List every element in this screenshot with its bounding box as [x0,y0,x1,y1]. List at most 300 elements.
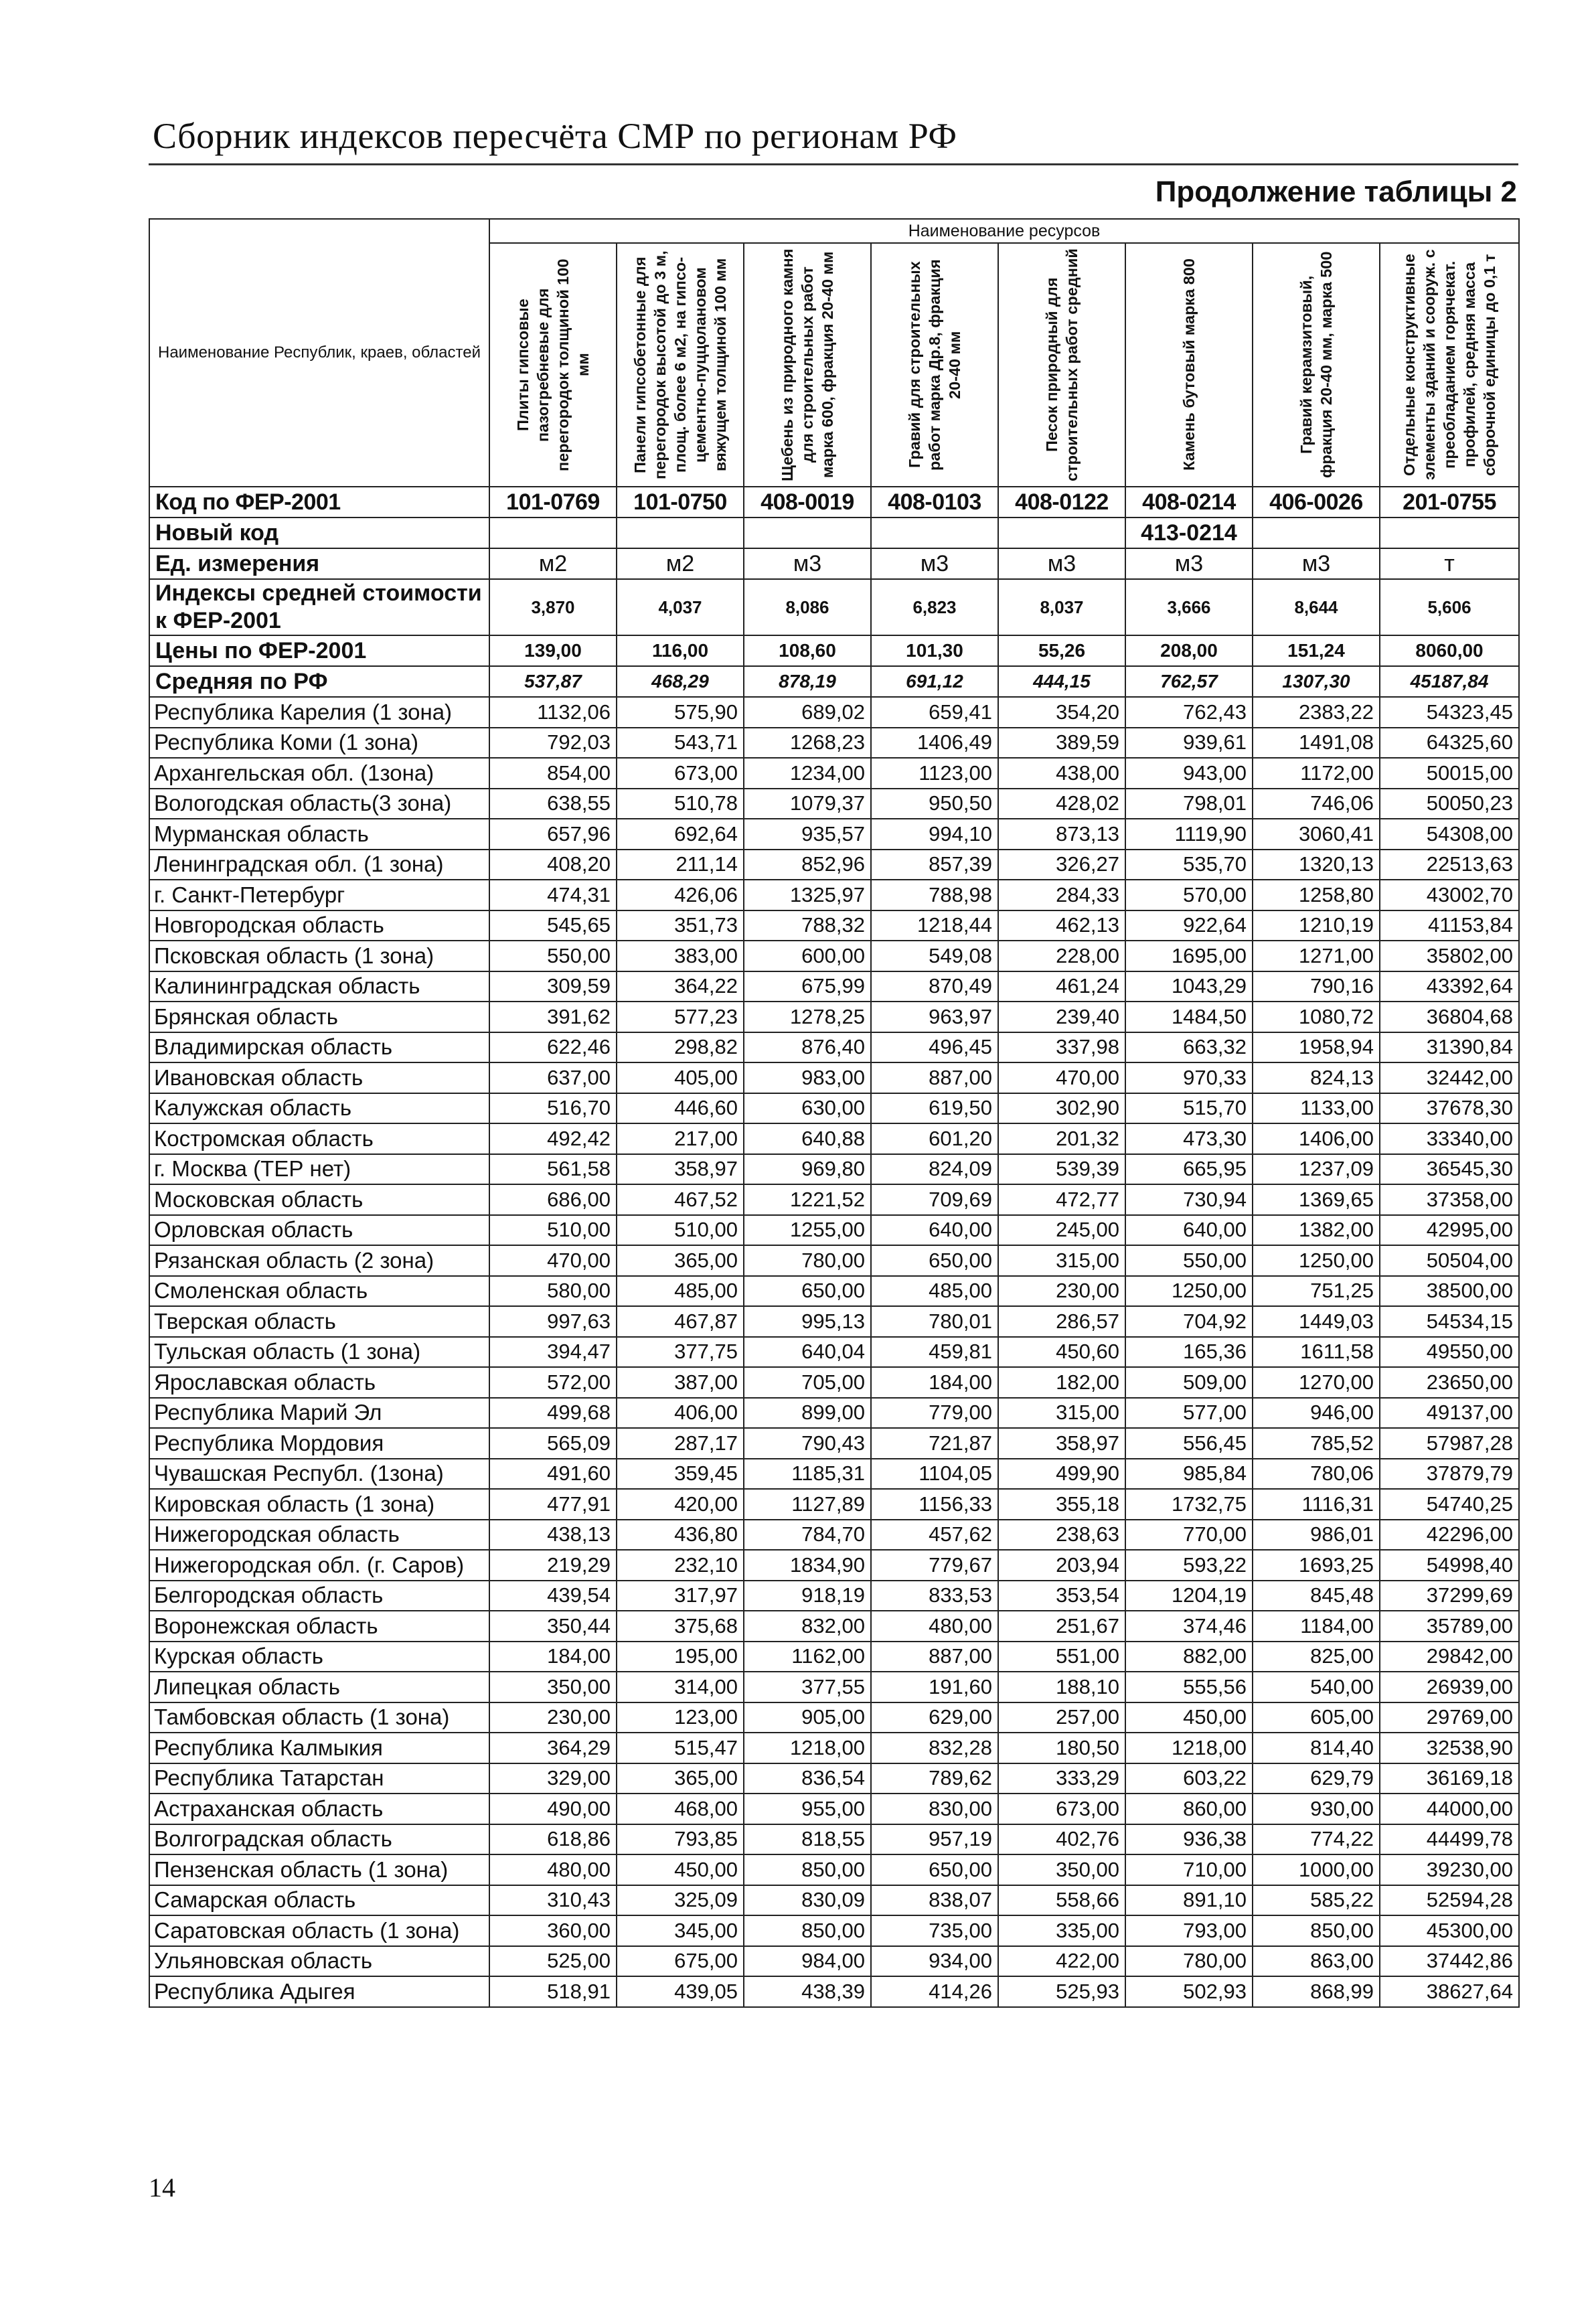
value-cell: 857,39 [871,850,998,880]
value-cell: 22513,63 [1380,850,1519,880]
value-cell: 946,00 [1253,1398,1380,1429]
value-cell: 850,00 [744,1854,871,1885]
value-cell: 957,19 [871,1824,998,1855]
unit-row-cell: м3 [744,548,871,579]
value-cell: 239,40 [998,1002,1125,1032]
value-cell: 358,97 [998,1428,1125,1459]
value-cell: 470,00 [998,1062,1125,1093]
value-cell: 1732,75 [1125,1489,1253,1520]
value-cell: 1958,94 [1253,1032,1380,1063]
value-cell: 659,41 [871,697,998,728]
value-cell: 333,29 [998,1763,1125,1794]
table-row [149,850,1519,880]
value-cell: 32442,00 [1380,1062,1519,1093]
value-cell: 50504,00 [1380,1245,1519,1276]
value-cell: 1127,89 [744,1489,871,1520]
value-cell: 798,01 [1125,789,1253,819]
value-cell: 984,00 [744,1946,871,1977]
value-cell: 39230,00 [1380,1854,1519,1885]
region-name: Республика Мордовия [149,1428,489,1459]
value-cell: 217,00 [617,1123,744,1154]
value-cell: 238,63 [998,1520,1125,1551]
value-cell: 1080,72 [1253,1002,1380,1032]
value-cell: 629,00 [871,1702,998,1733]
value-cell: 1172,00 [1253,758,1380,789]
average-row-cell: 45187,84 [1380,666,1519,697]
value-cell: 673,00 [998,1794,1125,1824]
value-cell: 389,59 [998,728,1125,759]
value-cell: 1133,00 [1253,1093,1380,1124]
value-cell: 1250,00 [1125,1276,1253,1307]
region-name: Республика Калмыкия [149,1733,489,1763]
average-row-cell: 444,15 [998,666,1125,697]
average-row-cell: 762,57 [1125,666,1253,697]
value-cell: 709,69 [871,1184,998,1215]
index-row-cell: 6,823 [871,579,998,635]
region-name: Чувашская Республ. (1зона) [149,1459,489,1490]
value-cell: 539,39 [998,1154,1125,1185]
table-row [149,1550,1519,1581]
value-cell: 54998,40 [1380,1550,1519,1581]
value-cell: 1000,00 [1253,1854,1380,1885]
value-cell: 394,47 [489,1337,617,1368]
table-row [149,1215,1519,1246]
value-cell: 377,75 [617,1337,744,1368]
index-row-cell: 4,037 [617,579,744,635]
value-cell: 26939,00 [1380,1672,1519,1702]
value-cell: 1204,19 [1125,1581,1253,1611]
value-cell: 470,00 [489,1245,617,1276]
value-cell: 350,00 [489,1672,617,1702]
value-cell: 850,00 [744,1915,871,1946]
code-row-cell: 408-0122 [998,487,1125,518]
value-cell: 556,45 [1125,1428,1253,1459]
table-row [149,1885,1519,1916]
value-cell: 436,80 [617,1520,744,1551]
value-cell: 35802,00 [1380,941,1519,971]
value-cell: 1218,44 [871,910,998,941]
value-cell: 675,99 [744,971,871,1002]
value-cell: 37358,00 [1380,1184,1519,1215]
value-cell: 550,00 [1125,1245,1253,1276]
value-cell: 994,10 [871,819,998,850]
value-cell: 891,10 [1125,1885,1253,1916]
value-cell: 360,00 [489,1915,617,1946]
value-cell: 550,00 [489,941,617,971]
value-cell: 970,33 [1125,1062,1253,1093]
value-cell: 710,00 [1125,1854,1253,1885]
region-name: Вологодская область(3 зона) [149,789,489,819]
table-row [149,1032,1519,1063]
price-row-label: Цены по ФЕР-2001 [149,635,489,666]
index-row-label: Индексы средней стоимости к ФЕР-2001 [149,579,489,635]
average-row [149,666,1519,697]
value-cell: 480,00 [489,1854,617,1885]
value-cell: 868,99 [1253,1976,1380,2007]
value-cell: 1079,37 [744,789,871,819]
table-row [149,758,1519,789]
new-code-row-cell [1253,518,1380,548]
value-cell: 43392,64 [1380,971,1519,1002]
value-cell: 42296,00 [1380,1520,1519,1551]
region-name: Нижегородская область [149,1520,489,1551]
value-cell: 1162,00 [744,1642,871,1672]
average-row-cell: 691,12 [871,666,998,697]
table-row [149,1642,1519,1672]
value-cell: 41153,84 [1380,910,1519,941]
value-cell: 762,43 [1125,697,1253,728]
resource-name: Камень бутовый марка 800 [1180,258,1198,471]
resource-column-header [744,243,871,487]
value-cell: 54740,25 [1380,1489,1519,1520]
value-cell: 665,95 [1125,1154,1253,1185]
index-row-cell: 3,666 [1125,579,1253,635]
value-cell: 188,10 [998,1672,1125,1702]
resource-column-header [1253,243,1380,487]
code-row-cell: 101-0750 [617,487,744,518]
value-cell: 930,00 [1253,1794,1380,1824]
value-cell: 774,22 [1253,1824,1380,1855]
value-cell: 934,00 [871,1946,998,1977]
value-cell: 438,13 [489,1520,617,1551]
value-cell: 1250,00 [1253,1245,1380,1276]
value-cell: 860,00 [1125,1794,1253,1824]
table-row [149,1581,1519,1611]
value-cell: 704,92 [1125,1306,1253,1337]
value-cell: 315,00 [998,1245,1125,1276]
value-cell: 943,00 [1125,758,1253,789]
value-cell: 359,45 [617,1459,744,1490]
value-cell: 1043,29 [1125,971,1253,1002]
value-cell: 32538,90 [1380,1733,1519,1763]
value-cell: 57987,28 [1380,1428,1519,1459]
value-cell: 44000,00 [1380,1794,1519,1824]
table-row [149,819,1519,850]
value-cell: 329,00 [489,1763,617,1794]
new-code-row-cell [998,518,1125,548]
value-cell: 637,00 [489,1062,617,1093]
value-cell: 43002,70 [1380,880,1519,910]
value-cell: 365,00 [617,1245,744,1276]
table-row [149,1062,1519,1093]
region-name: Ярославская область [149,1367,489,1398]
value-cell: 422,00 [998,1946,1125,1977]
value-cell: 353,54 [998,1581,1125,1611]
region-name: Кировская область (1 зона) [149,1489,489,1520]
value-cell: 832,28 [871,1733,998,1763]
value-cell: 516,70 [489,1093,617,1124]
value-cell: 358,97 [617,1154,744,1185]
value-cell: 585,22 [1253,1885,1380,1916]
value-cell: 325,09 [617,1885,744,1916]
value-cell: 315,00 [998,1398,1125,1429]
value-cell: 499,68 [489,1398,617,1429]
value-cell: 420,00 [617,1489,744,1520]
value-cell: 287,17 [617,1428,744,1459]
value-cell: 473,30 [1125,1123,1253,1154]
region-name: Калужская область [149,1093,489,1124]
value-cell: 337,98 [998,1032,1125,1063]
value-cell: 515,47 [617,1733,744,1763]
value-cell: 450,60 [998,1337,1125,1368]
value-cell: 354,20 [998,697,1125,728]
region-name: Новгородская область [149,910,489,941]
resource-name: Панели гипсобетонные для перегородок высотой до 3 м, площ. более 6 м2, на гипсо-цементно-пуццолановом вяжущем толщиной 100 мм [631,250,729,479]
table-row [149,1398,1519,1429]
price-row [149,635,1519,666]
value-cell: 1185,31 [744,1459,871,1490]
resource-name: Песок природный для строительных работ средний [1043,248,1081,481]
region-name: Костромская область [149,1123,489,1154]
value-cell: 284,33 [998,880,1125,910]
value-cell: 601,20 [871,1123,998,1154]
unit-row-cell: м3 [998,548,1125,579]
value-cell: 364,29 [489,1733,617,1763]
value-cell: 50015,00 [1380,758,1519,789]
new-code-row-cell [489,518,617,548]
value-cell: 950,50 [871,789,998,819]
value-cell: 986,01 [1253,1520,1380,1551]
resource-name: Гравий для строительных работ марка Др.8, фракция 20-40 мм [906,259,963,471]
value-cell: 824,13 [1253,1062,1380,1093]
value-cell: 439,54 [489,1581,617,1611]
value-cell: 459,81 [871,1337,998,1368]
unit-row-cell: м3 [1253,548,1380,579]
value-cell: 575,90 [617,697,744,728]
value-cell: 251,67 [998,1611,1125,1642]
value-cell: 182,00 [998,1367,1125,1398]
value-cell: 640,88 [744,1123,871,1154]
resource-column-header [489,243,617,487]
value-cell: 310,43 [489,1885,617,1916]
region-name: Белгородская область [149,1581,489,1611]
value-cell: 955,00 [744,1794,871,1824]
value-cell: 870,49 [871,971,998,1002]
value-cell: 995,13 [744,1306,871,1337]
table-row [149,1002,1519,1032]
value-cell: 969,80 [744,1154,871,1185]
value-cell: 485,00 [871,1276,998,1307]
value-cell: 780,00 [744,1245,871,1276]
price-row-cell: 55,26 [998,635,1125,666]
value-cell: 23650,00 [1380,1367,1519,1398]
value-cell: 1119,90 [1125,819,1253,850]
table-row [149,1946,1519,1977]
resource-column-header [1380,243,1519,487]
value-cell: 230,00 [998,1276,1125,1307]
index-table [149,218,1520,2008]
value-cell: 963,97 [871,1002,998,1032]
value-cell: 673,00 [617,758,744,789]
table-row [149,789,1519,819]
region-name: Воронежская область [149,1611,489,1642]
region-name: Тамбовская область (1 зона) [149,1702,489,1733]
table-row [149,1276,1519,1307]
value-cell: 383,00 [617,941,744,971]
value-cell: 499,90 [998,1459,1125,1490]
value-cell: 790,43 [744,1428,871,1459]
value-cell: 936,38 [1125,1824,1253,1855]
value-cell: 232,10 [617,1550,744,1581]
price-row-cell: 151,24 [1253,635,1380,666]
value-cell: 492,42 [489,1123,617,1154]
value-cell: 561,58 [489,1154,617,1185]
region-name: Мурманская область [149,819,489,850]
value-cell: 838,07 [871,1885,998,1916]
value-cell: 510,00 [617,1215,744,1246]
value-cell: 184,00 [871,1367,998,1398]
value-cell: 461,24 [998,971,1125,1002]
value-cell: 184,00 [489,1642,617,1672]
value-cell: 462,13 [998,910,1125,941]
value-cell: 450,00 [617,1854,744,1885]
average-row-cell: 878,19 [744,666,871,697]
region-column-header: Наименование Республик, краев, областей [149,219,489,487]
value-cell: 1695,00 [1125,941,1253,971]
value-cell: 618,86 [489,1824,617,1855]
value-cell: 36804,68 [1380,1002,1519,1032]
region-name: Псковская область (1 зона) [149,941,489,971]
value-cell: 622,46 [489,1032,617,1063]
value-cell: 402,76 [998,1824,1125,1855]
value-cell: 905,00 [744,1702,871,1733]
table-row [149,1915,1519,1946]
unit-row-cell: м2 [617,548,744,579]
value-cell: 640,00 [871,1215,998,1246]
value-cell: 438,39 [744,1976,871,2007]
new-code-row-cell: 413-0214 [1125,518,1253,548]
value-cell: 467,52 [617,1184,744,1215]
table-header [149,219,1519,487]
value-cell: 577,00 [1125,1398,1253,1429]
value-cell: 49137,00 [1380,1398,1519,1429]
region-name: Московская область [149,1184,489,1215]
value-cell: 985,84 [1125,1459,1253,1490]
value-cell: 565,09 [489,1428,617,1459]
value-cell: 31390,84 [1380,1032,1519,1063]
value-cell: 543,71 [617,728,744,759]
region-name: Курская область [149,1642,489,1672]
value-cell: 2383,22 [1253,697,1380,728]
code-row-label: Код по ФЕР-2001 [149,487,489,518]
value-cell: 939,61 [1125,728,1253,759]
region-name: Нижегородская обл. (г. Саров) [149,1550,489,1581]
value-cell: 502,93 [1125,1976,1253,2007]
value-cell: 603,22 [1125,1763,1253,1794]
table-row [149,910,1519,941]
value-cell: 29769,00 [1380,1702,1519,1733]
value-cell: 785,52 [1253,1428,1380,1459]
value-cell: 472,77 [998,1184,1125,1215]
value-cell: 446,60 [617,1093,744,1124]
table-row [149,1123,1519,1154]
value-cell: 640,00 [1125,1215,1253,1246]
table-row [149,1794,1519,1824]
region-name: Смоленская область [149,1276,489,1307]
value-cell: 572,00 [489,1367,617,1398]
code-row-cell: 101-0769 [489,487,617,518]
region-name: Республика Коми (1 зона) [149,728,489,759]
region-name: Калининградская область [149,971,489,1002]
value-cell: 180,50 [998,1733,1125,1763]
value-cell: 54323,45 [1380,697,1519,728]
value-cell: 570,00 [1125,880,1253,910]
value-cell: 918,19 [744,1581,871,1611]
value-cell: 1104,05 [871,1459,998,1490]
value-cell: 1491,08 [1253,728,1380,759]
value-cell: 629,79 [1253,1763,1380,1794]
price-row-cell: 101,30 [871,635,998,666]
value-cell: 191,60 [871,1672,998,1702]
resource-column-header [998,243,1125,487]
value-cell: 37678,30 [1380,1093,1519,1124]
unit-row [149,548,1519,579]
value-cell: 1270,00 [1253,1367,1380,1398]
index-row-cell: 5,606 [1380,579,1519,635]
value-cell: 1184,00 [1253,1611,1380,1642]
region-name: Ульяновская область [149,1946,489,1977]
resource-column-header [871,243,998,487]
unit-row-cell: м2 [489,548,617,579]
value-cell: 535,70 [1125,850,1253,880]
value-cell: 1406,49 [871,728,998,759]
value-cell: 1693,25 [1253,1550,1380,1581]
value-cell: 54534,15 [1380,1306,1519,1337]
value-cell: 780,00 [1125,1946,1253,1977]
value-cell: 428,02 [998,789,1125,819]
value-cell: 44499,78 [1380,1824,1519,1855]
value-cell: 38627,64 [1380,1976,1519,2007]
value-cell: 1325,97 [744,880,871,910]
value-cell: 50050,23 [1380,789,1519,819]
unit-row-cell: т [1380,548,1519,579]
new-code-row-cell [871,518,998,548]
value-cell: 377,55 [744,1672,871,1702]
value-cell: 515,70 [1125,1093,1253,1124]
value-cell: 751,25 [1253,1276,1380,1307]
value-cell: 1123,00 [871,758,998,789]
code-row-cell: 408-0103 [871,487,998,518]
document-header-title: Сборник индексов пересчёта СМР по регионам РФ [153,116,957,156]
value-cell: 438,00 [998,758,1125,789]
value-cell: 650,00 [871,1245,998,1276]
value-cell: 580,00 [489,1276,617,1307]
region-name: Брянская область [149,1002,489,1032]
value-cell: 405,00 [617,1062,744,1093]
region-name: Владимирская область [149,1032,489,1063]
value-cell: 477,91 [489,1489,617,1520]
resource-name: Отдельные конструктивные элементы зданий и сооруж. с преобладанием горячекат. профилей, средняя масса сборочной единицы до 0,1 т [1401,249,1499,481]
region-name: Республика Карелия (1 зона) [149,697,489,728]
code-row-cell: 201-0755 [1380,487,1519,518]
unit-row-label: Ед. измерения [149,548,489,579]
resource-column-header [617,243,744,487]
value-cell: 33340,00 [1380,1123,1519,1154]
value-cell: 705,00 [744,1367,871,1398]
table-row [149,971,1519,1002]
value-cell: 1834,90 [744,1550,871,1581]
value-cell: 37442,86 [1380,1946,1519,1977]
region-name: Архангельская обл. (1зона) [149,758,489,789]
value-cell: 1406,00 [1253,1123,1380,1154]
average-row-cell: 537,87 [489,666,617,697]
value-cell: 490,00 [489,1794,617,1824]
value-cell: 770,00 [1125,1520,1253,1551]
value-cell: 882,00 [1125,1642,1253,1672]
value-cell: 230,00 [489,1702,617,1733]
value-cell: 850,00 [1253,1915,1380,1946]
region-name: Саратовская область (1 зона) [149,1915,489,1946]
